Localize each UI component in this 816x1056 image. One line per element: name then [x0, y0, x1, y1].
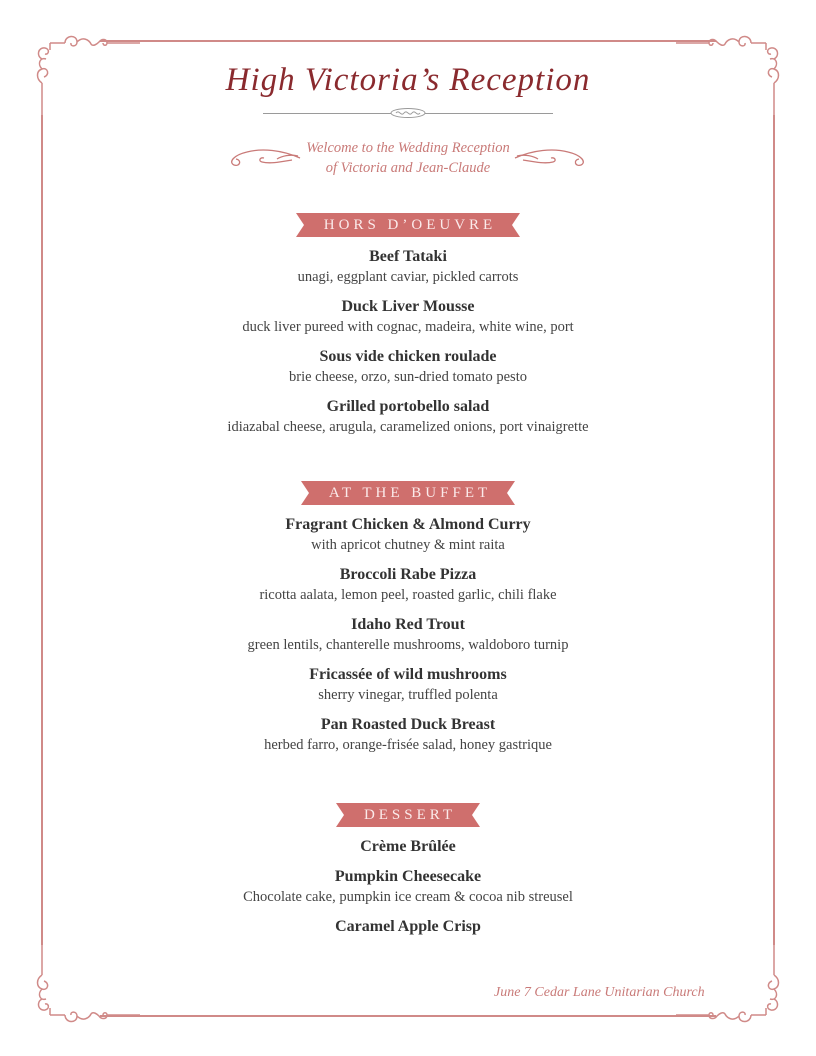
menu-item-name: Duck Liver Mousse: [341, 298, 475, 315]
menu-item-description: green lentils, chanterelle mushrooms, waldoboro turnip: [247, 637, 569, 653]
menu-item: [0, 837, 816, 857]
menu-item-description: sherry vinegar, truffled polenta: [318, 687, 498, 703]
title-knot-ornament-icon: [388, 107, 428, 119]
corner-ornament-bottom-left-icon: [30, 930, 140, 1030]
menu-item-name: Caramel Apple Crisp: [335, 918, 481, 935]
section-dessert: [0, 803, 816, 937]
frame-top-line: [100, 40, 716, 42]
event-date-location: June 7 Cedar Lane Unitarian Church: [494, 985, 705, 1000]
menu-item-description: with apricot chutney & mint raita: [311, 537, 505, 553]
menu-item-description: herbed farro, orange-frisée salad, honey gastrique: [264, 737, 552, 753]
menu-item-description: duck liver pureed with cognac, madeira, white wine, port: [242, 319, 574, 335]
menu-item: [0, 867, 816, 907]
corner-ornament-bottom-right-icon: [676, 930, 786, 1030]
menu-item: [0, 917, 816, 937]
menu-item-name: Pumpkin Cheesecake: [334, 868, 482, 885]
menu-item-name: Sous vide chicken roulade: [319, 348, 497, 365]
menu-item-description: unagi, eggplant caviar, pickled carrots: [297, 269, 519, 285]
menu-item: [0, 615, 816, 655]
menu-item-name: Broccoli Rabe Pizza: [339, 566, 477, 583]
menu-item-description: brie cheese, orzo, sun-dried tomato pesto: [289, 369, 527, 385]
menu-item-name: Grilled portobello salad: [326, 398, 490, 415]
menu-item: [0, 565, 816, 605]
section-ribbon: AT THE BUFFET: [301, 481, 515, 505]
menu-item: [0, 247, 816, 287]
menu-item: [0, 397, 816, 437]
menu-item-name: Fricassée of wild mushrooms: [309, 666, 507, 683]
menu-item-name: Idaho Red Trout: [351, 616, 465, 633]
frame-bottom-line: [100, 1015, 716, 1017]
menu-item-name: Crème Brûlée: [360, 838, 456, 855]
menu-item: [0, 515, 816, 555]
menu-item: [0, 297, 816, 337]
menu-item-name: Pan Roasted Duck Breast: [320, 716, 496, 733]
menu-item: [0, 347, 816, 387]
welcome-line-2: of Victoria and Jean-Claude: [325, 160, 491, 176]
menu-item: [0, 665, 816, 705]
section-ribbon: DESSERT: [336, 803, 480, 827]
menu-item-description: Chocolate cake, pumpkin ice cream & cocoa nib streusel: [243, 889, 573, 905]
menu-item-description: ricotta aalata, lemon peel, roasted garlic, chili flake: [259, 587, 557, 603]
section-at-the-buffet: [0, 481, 816, 755]
welcome-line-1: Welcome to the Wedding Reception: [306, 140, 510, 156]
menu-item: [0, 715, 816, 755]
section-hors-doeuvre: [0, 213, 816, 437]
page-title: High Victoria’s Reception: [225, 62, 591, 98]
menu-item-name: Fragrant Chicken & Almond Curry: [285, 516, 531, 533]
menu-item-description: idiazabal cheese, arugula, caramelized onions, port vinaigrette: [227, 419, 589, 435]
welcome-message: [0, 138, 816, 178]
section-ribbon: HORS D’OEUVRE: [296, 213, 520, 237]
menu-item-name: Beef Tataki: [369, 248, 447, 265]
